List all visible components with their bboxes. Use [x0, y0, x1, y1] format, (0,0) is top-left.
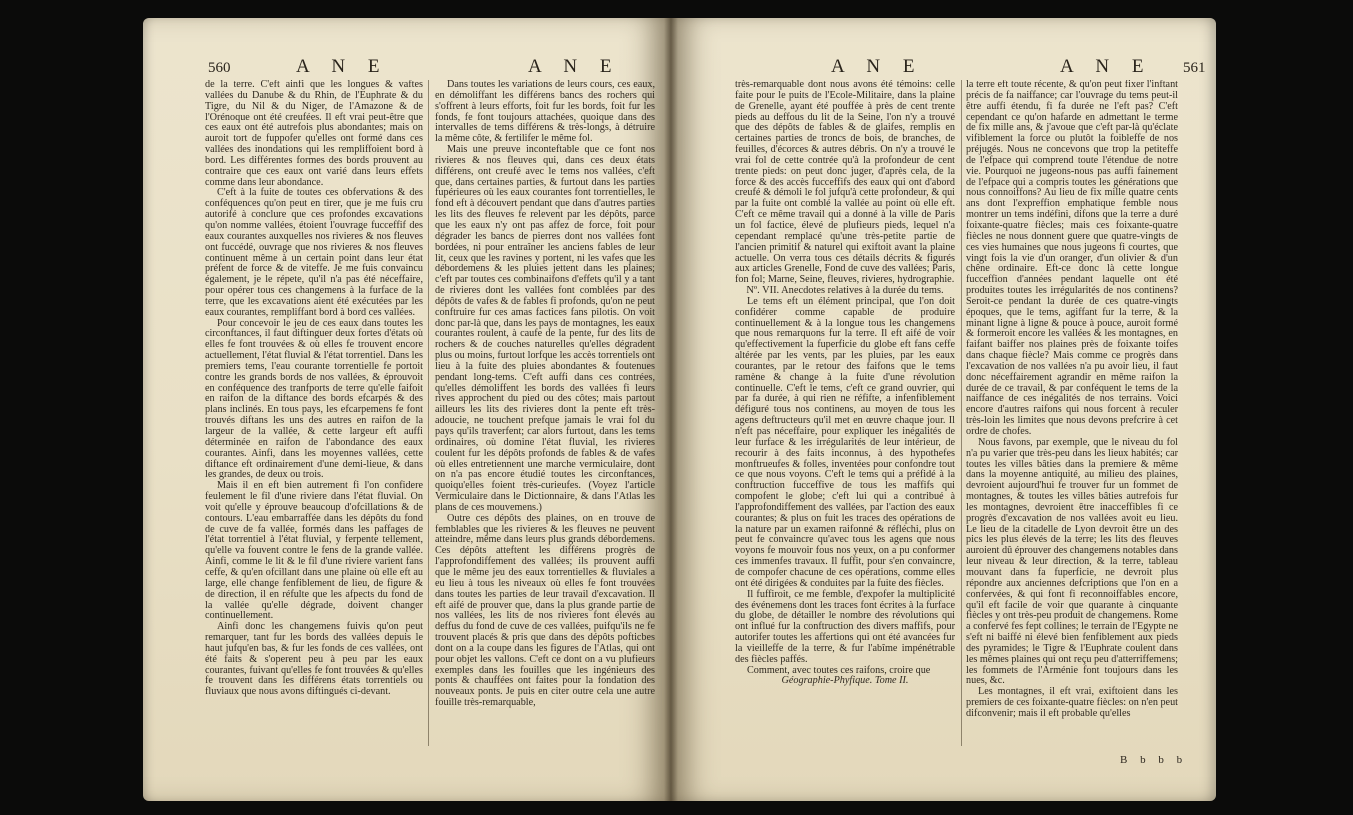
- paragraph: Mais il en eft bien autrement fi l'on confidere feulement le fil d'une riviere dans l'état fluvial. On voit qu'elle y éprouve beaucoup d'ofcillations & de contours. L'eau embarraffée dans les dépôts du fond de cuve de fa vallée, formés dans les paffages de l'état torrentiel à l'état fluvial, y ferpente tellement, qu'elle va fouvent contre le fens de la grande vallée. Ainfi, comme le lit & le fil d'une riviere varient fans ceffe, & qu'en ofcillant dans une plaine où elle eft au large, elle change fenfiblement de lieu, de figure & de direction, il en réfulte que les afpects du fond de la vallée qu'elle dégrade, doivent changer continuellement.: [205, 480, 423, 622]
- column-rule-right: [961, 80, 962, 746]
- paragraph: Pour concevoir le jeu de ces eaux dans toutes les circonftances, il faut diftinguer deux fortes d'états où elles fe font trouvées & où elles fe trouvent encore actuellement, l'état fluvial & l'état torrentiel. Dans les premiers tems, l'eau courante torrentielle fe portoit contre les grands bords de nos vallées, & éprouvoit en conféquence des tranfports de terre qu'elle faifoit en raifon de la diftance des bords efcarpés & des plans inclinés. En tous pays, les efcarpemens fe font trouvés diftans les uns des autres en raifon de la largeur de la vallée, & cette largeur eft auffi déterminée en raifon de l'abondance des eaux courantes. Ainfi, dans les moyennes vallées, cette diftance eft ordinairement d'une demi-lieue, & dans les grandes, de deux ou trois.: [205, 317, 423, 481]
- paragraph: Comment, avec toutes ces raifons, croire que: [747, 664, 931, 676]
- paragraph: Mais une preuve inconteftable que ce font nos rivieres & nos fleuves qui, dans ces deux états différens, ont creufé avec le tems nos vallées, c'eft que, dans certaines parties, & furtout dans les parties fupérieures où les eaux courantes font torrentielles, le fond eft à découvert pendant que dans d'autres parties les lits des fleuves fe relevent par les dépôts, parce que les eaux n'y ont pas affez de force, foit pour dégrader les bancs de pierres dont nos vallées font bordées, ni pour entraîner les anciens fables de leur lit, ceux que les ravines y portent, ni les vafes que les débordemens & les pluies jettent dans les plaines; c'eft par toutes ces combinaifons d'effets qu'il y a tant de rivieres dont les vallées font comblées par des dépôts de vafes & de fables fi profonds, qu'on ne peut conftruire fur ces amas factices fans pilotis. On voit donc par-là que, dans les pays de montagnes, les eaux courantes roulent, à caufe de la pente, fur des lits de rochers & de couches naturelles qu'elles dégradent plus ou moins, furtout lorfque les accès torrentiels ont lieu à la fuite des pluies abondantes & foutenues pendant long-tems. C'eft auffi dans ces contrées, qu'elles démoliffent les bords des vallées fi leurs rives approchent du pied ou des côtes; mais partout ailleurs les lits des rivieres dont la pente eft très-adoucie, ne touchent prefque jamais le vrai fol du pays qu'ils traverfent; car alors furtout, dans les tems ordinaires, où domine l'état fluvial, les rivieres coulent fur les dépôts profonds de fables & de vafes où elles entretiennent une marche vermiculaire, dont on n'a pas encore étudié toutes les circonftances, quoiqu'elles foient très-curieufes. (Voyez l'article Vermiculaire dans le Dictionnaire, & dans l'Atlas les plans de ces mouvemens.): [435, 144, 655, 513]
- signature-mark: B b b b: [1120, 754, 1188, 766]
- page-number-left: 560: [208, 60, 231, 76]
- page-footer: Géographie-Phyfique. Tome II.: [781, 675, 909, 687]
- left-column-2: [435, 80, 655, 750]
- paragraph: Nous favons, par exemple, que le niveau du fol n'a pu varier que très-peu dans les lieux habités; car toutes les villes bâties dans la premiere & même dans la moyenne antiquité, au milieu des plaines, devroient aujourd'hui fe trouver fur un fommet de montagnes, & toutes les villes bâties autrefois fur les montagnes, devroient être inacceffibles fi ce progrès d'excavation de nos vallées avoit eu lieu. Le lieu de la citadelle de Lyon devroit être un des pics les plus élevés de la terre; les lits des fleuves auroient dû éprouver des changemens notables dans leur niveau & leur direction, & la terre, tableau mouvant dans fa fuperficie, ne devroit plus répondre aux anciennes defcriptions que l'on en a confervées, & qui font fi reconnoiffables encore, qu'il eft facile de voir que quarante à cinquante fiècles y ont très-peu produit de changemens. Rome a confervé fes fept collines; le terrain de l'Egypte ne s'eft ni baiffé ni élevé bien fenfiblement aux pieds des pyramides; le Tigre & l'Euphrate coulent dans les mêmes plaines qui ont reçu peu d'atterriffemens; les fommets de l'Arménie font toujours dans les nues, &c.: [966, 436, 1178, 687]
- paragraph: Outre ces dépôts des plaines, on en trouve de femblables que les rivieres & les fleuves ne peuvent atteindre, même dans leurs plus grands débordemens. Ces dépôts atteftent les différens progrès de l'approfondiffement des vallées; ils prouvent auffi que le même jeu des eaux torrentielles & fluviales a eu lieu à tous les niveaux où elles fe font trouvées dans toutes les parties de leur travail d'excavation. Il eft aifé de prouver que, dans la plus grande partie de nos vallées, les lits de nos rivieres font élevés au deffus du fond de cuve de ces vallées, puifqu'ils ne fe trouvent placés & pris que dans des dépôts pofticbes dont on a la coupe dans les figures de l'Atlas, qui ont pour objet les vallons. C'eft ce dont on a vu plufieurs exemples dans les fouilles que les ingénieurs des ponts & chauffées ont faites pour la fondation des nouveaux ponts. Je puis en citer outre cela une autre fouille très-remarquable,: [435, 512, 655, 709]
- paragraph: de la terre. C'eft ainfi que les longues & vaftes vallées du Danube & du Rhin, de l'Euphrate & du Tigre, du Nil & du Niger, de l'Amazone & de l'Orénoque ont été creufées. Il eft vrai peut-être que ces eaux ont été autrefois plus abondantes; mais on auroit tort de fuppofer qu'elles ont formé dans ces vallées des inondations qui les rempliffoient bord à bord. Les différentes formes des bords prouvent au contraire que ces eaux ont varié dans leurs effets comme dans leur abondance.: [205, 80, 423, 188]
- paragraph: C'eft à la fuite de toutes ces obfervations & des conféquences qu'on peut en tirer, que je me fuis cru autorifé à conclure que ces profondes excavations qu'on nomme vallées, étoient l'ouvrage fucceffif des eaux courantes auxquelles nos rivieres & nos fleuves ont fuccédé, ouvrage que nos rivieres & nos fleuves continuent même à un certain point dans leur état préfent de force & de viteffe. Je me fuis convaincu également, je le répete, qu'il n'a pas été néceffaire, pour opérer tous ces changemens à la furface de la terre, que les excavations aient été exécutées par les eaux courantes, rempliffant bord à bord ces vallées.: [205, 187, 423, 318]
- paragraph: Dans toutes les variations de leurs cours, ces eaux, en démoliffant les différens bancs des rochers qui s'offrent à leurs efforts, foit fur les bords, foit fur les fonds, fe font toujours attachées, quoique dans des intervalles de tems différens & très-longs, à détruire la même côte, & fertilifer le même fol.: [435, 80, 655, 145]
- column-rule-left: [428, 80, 429, 746]
- right-column-2: [966, 80, 1178, 752]
- running-head-right-2: A N E: [1060, 56, 1153, 77]
- paragraph: Il fuffiroit, ce me femble, d'expofer la multiplicité des événemens dont les traces font écrites à la furface du globe, de détailler le nombre des révolutions qui ont influé fur la conftruction des divers maffifs, pour autorifer toutes les affertions qui ont été avancées fur la vieilleffe de la terre, & fur l'abîme impénétrable des fiècles paffés.: [735, 588, 955, 665]
- left-column-1: [205, 80, 423, 750]
- right-column-1: [735, 80, 955, 756]
- section-title: Nº. VII. Anecdotes relatives à la durée du tems.: [746, 285, 944, 297]
- paragraph: Les montagnes, il eft vrai, exiftoient dans les premiers de ces foixante-quatre fiècles: on n'en peut difconvenir; mais il eft probable qu'elles: [966, 686, 1178, 719]
- paragraph: Ainfi donc les changemens fuivis qu'on peut remarquer, tant fur les bords des vallées depuis le haut jufqu'en bas, & fur les fonds de ces vallées, ont été faits & s'operent peu à peu par les eaux courantes, fuivant qu'elles fe font trouvées & qu'elles fe trouvent dans les différens états torrentiels ou fluviaux que nous avons diftingués ci-devant.: [205, 621, 423, 698]
- page-number-right: 561: [1183, 60, 1206, 76]
- running-head-left-2: A N E: [528, 56, 621, 77]
- paragraph: la terre eft toute récente, & qu'on peut fixer l'inftant précis de fa naiffance; car l'ouvrage du tems peut-il être auffi étendu, fi fa durée ne l'eft pas? C'eft cependant ce qu'on hafarde en admettant le terme de fix mille ans, & j'avoue que c'eft par-là qu'éclate vifiblement la force ou plutôt la foibleffe de nos préjugés. Nous ne concevons que trop la petiteffe de l'efpace qui comprend toute l'étendue de notre vie. Pourquoi ne jugeons-nous pas auffi fainement de l'efpace qui a compris toutes les générations que nous connoiffons? Au lieu de fix mille quatre cents ans dont l'expreffion emphatique femble nous montrer un tems indéfini, difons que la terre a duré foixante-quatre fiècles; mais ces foixante-quatre fiècles ne nous donnent guere que quatre-vingts de ces vies humaines que nous jugeons fi courtes, que vingt fois la vie d'un oranger, d'un olivier & d'un chêne ordinaire. Eft-ce donc là cette longue fucceffion d'années pendant laquelle ont été produites toutes les irrégularités de nos continens? Seroit-ce pendant la durée de ces quatre-vingts époques, que le tems, agiffant fur la terre, & la minant ligne à ligne & pouce à pouce, auroit formé & formeroit encore les vallées & les montagnes, en faifant baiffer nos plaines près de foixante toifes dans chaque fiècle? Mais comme ce progrès dans l'excavation de nos vallées n'a pu avoir lieu, il faut donc néceffairement agrandir en même raifon la durée de ce travail, & par conféquent le tems de la naiffance de ces inégalités de nos terrains. Voici encore d'autres raifons qui nous forcent à reculer très-loin les limites que nous devons prefcrire à cet ordre de chofes.: [966, 80, 1178, 437]
- book-gutter: [664, 18, 678, 801]
- paragraph: Le tems eft un élément principal, que l'on doit confidérer comme capable de produire continuellement & à la longue tous les changemens que nous remarquons fur la terre. Il eft aifé de voir qu'effectivement la fuperficie du globe eft fans ceffe altérée par les vents, par les pluies, par les eaux courantes, par le retour des faifons que le tems ramène & change à la fuite d'une révolution continuelle. C'eft le tems, c'eft ce grand ouvrier, qui par fa durée, à qui rien ne réfifte, a infenfiblement défiguré tous nos continens, au moyen de tous les agens deftructeurs qu'il met en œuvre chaque jour. Il n'eft pas néceffaire, pour expliquer les inégalités de leur furface & les irrégularités de leur intérieur, de recourir à des faits inconnus, à des hypothefes monftrueufes & folles, inventées pour confondre tout ce que nous voyons. C'eft le tems qui a préfidé à la conftruction fucceffive de tous les maffifs qui compofent le globe; c'eft lui qui a contribué à l'approfondiffement des vallées, par l'action des eaux courantes; & plus on fuit les traces des opérations de la nature par un examen raifonné & réfléchi, plus on peut fe convaincre qu'avec tous les agens que nous voyons fe mouvoir fous nos yeux, on a pu conformer ces immenfes travaux. Il fuffit, pour s'en convaincre, de compofer chacune de ces opérations, comme elles ont été dirigées & conduites par la fuite des fiècles.: [735, 295, 955, 589]
- running-head-right-1: A N E: [831, 56, 924, 77]
- paragraph: très-remarquable dont nous avons été témoins: celle faite pour le puits de l'Ecole-Militaire, dans la plaine de Grenelle, ayant été pouffée à près de cent trente pieds au deffous du lit de la Seine, l'on n'y a trouvé que des dépôts de fables & de glaifes, remplis en certaines parties de troncs de bois, de branches, de feuilles, d'écorces & autres débris. On n'y a trouvé le vrai fol de cette contrée qu'à la profondeur de cent trente pieds: on peut donc juger, d'après cela, de la force & des accès fucceffifs des eaux qui ont d'abord creufé & démoli le fol jufqu'à cette profondeur, & qui par la fuite ont comblé la vallée au point où elle eft. C'eft ce même travail qui a donné à la ville de Paris un fol factice, élevé de plufieurs pieds, lequel n'a cependant remplacé qu'une très-petite partie de l'ancien primitif & naturel qui exiftoit avant la plaine actuelle. On verra tous ces détails décrits & figurés aux articles Grenelle, Fond de cuve des vallées; Paris, fon fol; Marne, Seine, fleuves, rivieres, hydrographie.: [735, 80, 955, 286]
- running-head-left-1: A N E: [296, 56, 389, 77]
